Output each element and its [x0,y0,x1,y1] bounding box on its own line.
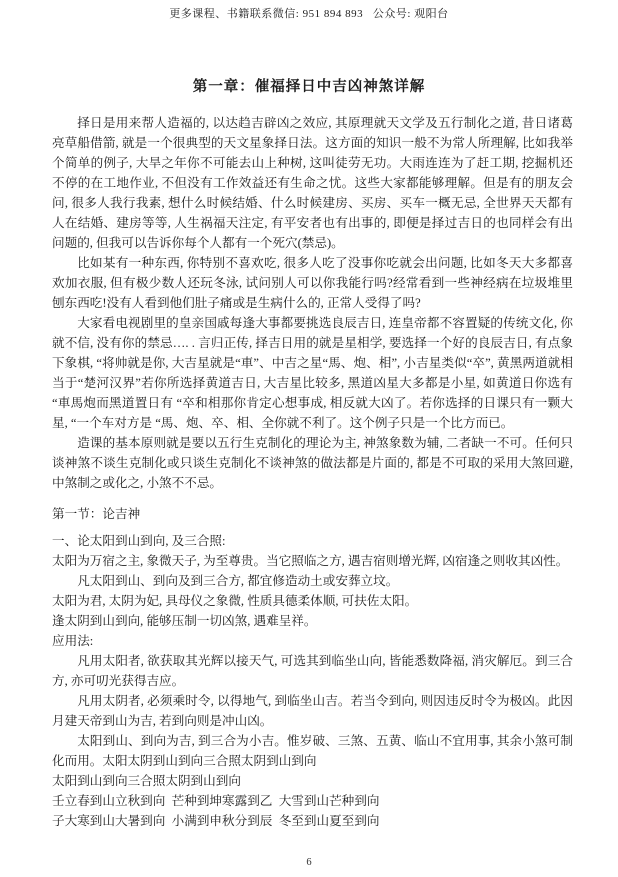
section-heading: 第一节：论吉神 [52,507,141,521]
page-number: 6 [306,857,312,868]
section-para-moon-application: 凡用太阴者, 必须乘时令, 以得地气, 到临坐山吉。若当令到向, 则因违反时令为极凶。此因月建天帝到山为吉, 若到向则是冲山凶。 [52,694,573,728]
section-line-moon-power: 逢太阴到山到向, 能够压制一切凶煞, 遇难呈祥。 [52,614,317,628]
chapter-title: 第一章：催福择日中吉凶神煞详解 [192,79,426,95]
section-line-application-label: 应用法: [52,634,94,648]
section-para-sun-application: 凡用太阳者, 欲获取其光辉以接天气, 可选其到临坐山向, 皆能悉数降福, 消灾解厄。到三合方, 亦可叨光获得吉应。 [52,654,573,688]
section-para-sun-luck: 太阳到山、到向为吉, 到三合为小吉。惟岁破、三煞、五黄、临山不宜用事, 其余小煞可制化而用。太阳太阴到山到向三合照太阴到山到向 [52,734,573,768]
section-line-sun-lord: 太阳为万宿之主, 象微天子, 为至尊贵。当它照临之方, 遇吉宿则增光辉, 凶宿逢之则收其凶性。 [52,554,569,568]
section-line-sun-directions: 太阳到山到向三合照太阴到山到向 [52,774,241,788]
section-subtitle: 一、论太阳到山到向, 及三合照: [52,534,226,548]
paragraph-chess-analogy: 大家看电视剧里的皇亲国戚每逢大事都要挑选良辰吉日, 连皇帝都不容置疑的传统文化, 你就不信, 没有你的禁忌…. . 言归正传, 择吉日用的就是星相学, 要选择一个好的良辰吉日, 有点象下象棋, “将帅就是你, 大吉星就是“車”、中吉之星“馬、炮、相”, 小吉星类似“卒”, 黄黑两道就相当于“楚河汉界”若你所选择黄道吉日, 大吉星比较多, 黑道凶星大多都是小星, 如黄道日你选有 “車馬炮而黑道置日有 “卒和相那你肯定心想事成, 相反就大凶了。若你选择的日课只有一颗大星, “一个车对方是 “馬、炮、卒、相、全你就不利了。这个例子只是一个比方而已。 [52,316,573,430]
header-contact-line: 更多课程、书籍联系微信: 951 894 893 公众号: 观阳台 [169,8,449,20]
section-line-sun-moon: 太阳为君, 太阴为妃, 具母仪之象微, 性质具德柔体顺, 可扶佐太阳。 [52,594,418,608]
section-line-solar-terms-2: 子大寒到山大暑到向 小满到申秋分到辰 冬至到山夏至到向 [52,814,380,828]
document-body [52,113,573,831]
paragraph-intro: 择日是用来帮人造福的, 以达趋吉辟凶之效应, 其原理就天文学及五行制化之道, 昔日诸葛亮草船借箭, 就是一个很典型的天文星象择日法。这方面的知识一般不为常人所理解, 比如我举个简单的例子, 大旱之年你不可能去山上种树, 这叫徒劳无功。大雨连连为了赶工期, 挖掘机还不停的在工地作业, 不但没有工作效益还有生命之忧。这些大家都能够理解。但是有的朋友会问, 很多人我行我素, 想什么时候结婚、什么时候建房、买房、买车一概无忌, 全世界天天都有人在结婚、建房等等, 人生祸福天注定, 有平安者也有出事的, 即便是择过吉日的也同样会有出问题的, 但我可以告诉你每个人都有一个死穴(禁忌)。 [52,116,573,250]
section-line-sun-usage: 凡太阳到山、到向及到三合方, 都宜修造动土或安葬立坟。 [77,574,399,588]
section-line-solar-terms-1: 壬立春到山立秋到向 芒种到坤寒露到乙 大雪到山芒种到向 [52,794,380,808]
paragraph-example: 比如某有一种东西, 你特别不喜欢吃, 很多人吃了没事你吃就会出问题, 比如冬天大多都喜欢加衣服, 但有极少数人还玩冬泳, 试问别人可以你我能行吗?经常看到一些神经病在垃圾堆里刨东西吃!没有人看到他们肚子痛或是生病什么的, 正常人受得了吗? [52,256,573,310]
paragraph-principle: 造课的基本原则就是要以五行生克制化的理论为主, 神煞象数为辅, 二者缺一不可。任何只谈神煞不谈生克制化或只谈生克制化不谈神煞的做法都是片面的, 都是不可取的采用大煞回避, 中煞制之或化之, 小煞不不忌。 [52,436,573,490]
